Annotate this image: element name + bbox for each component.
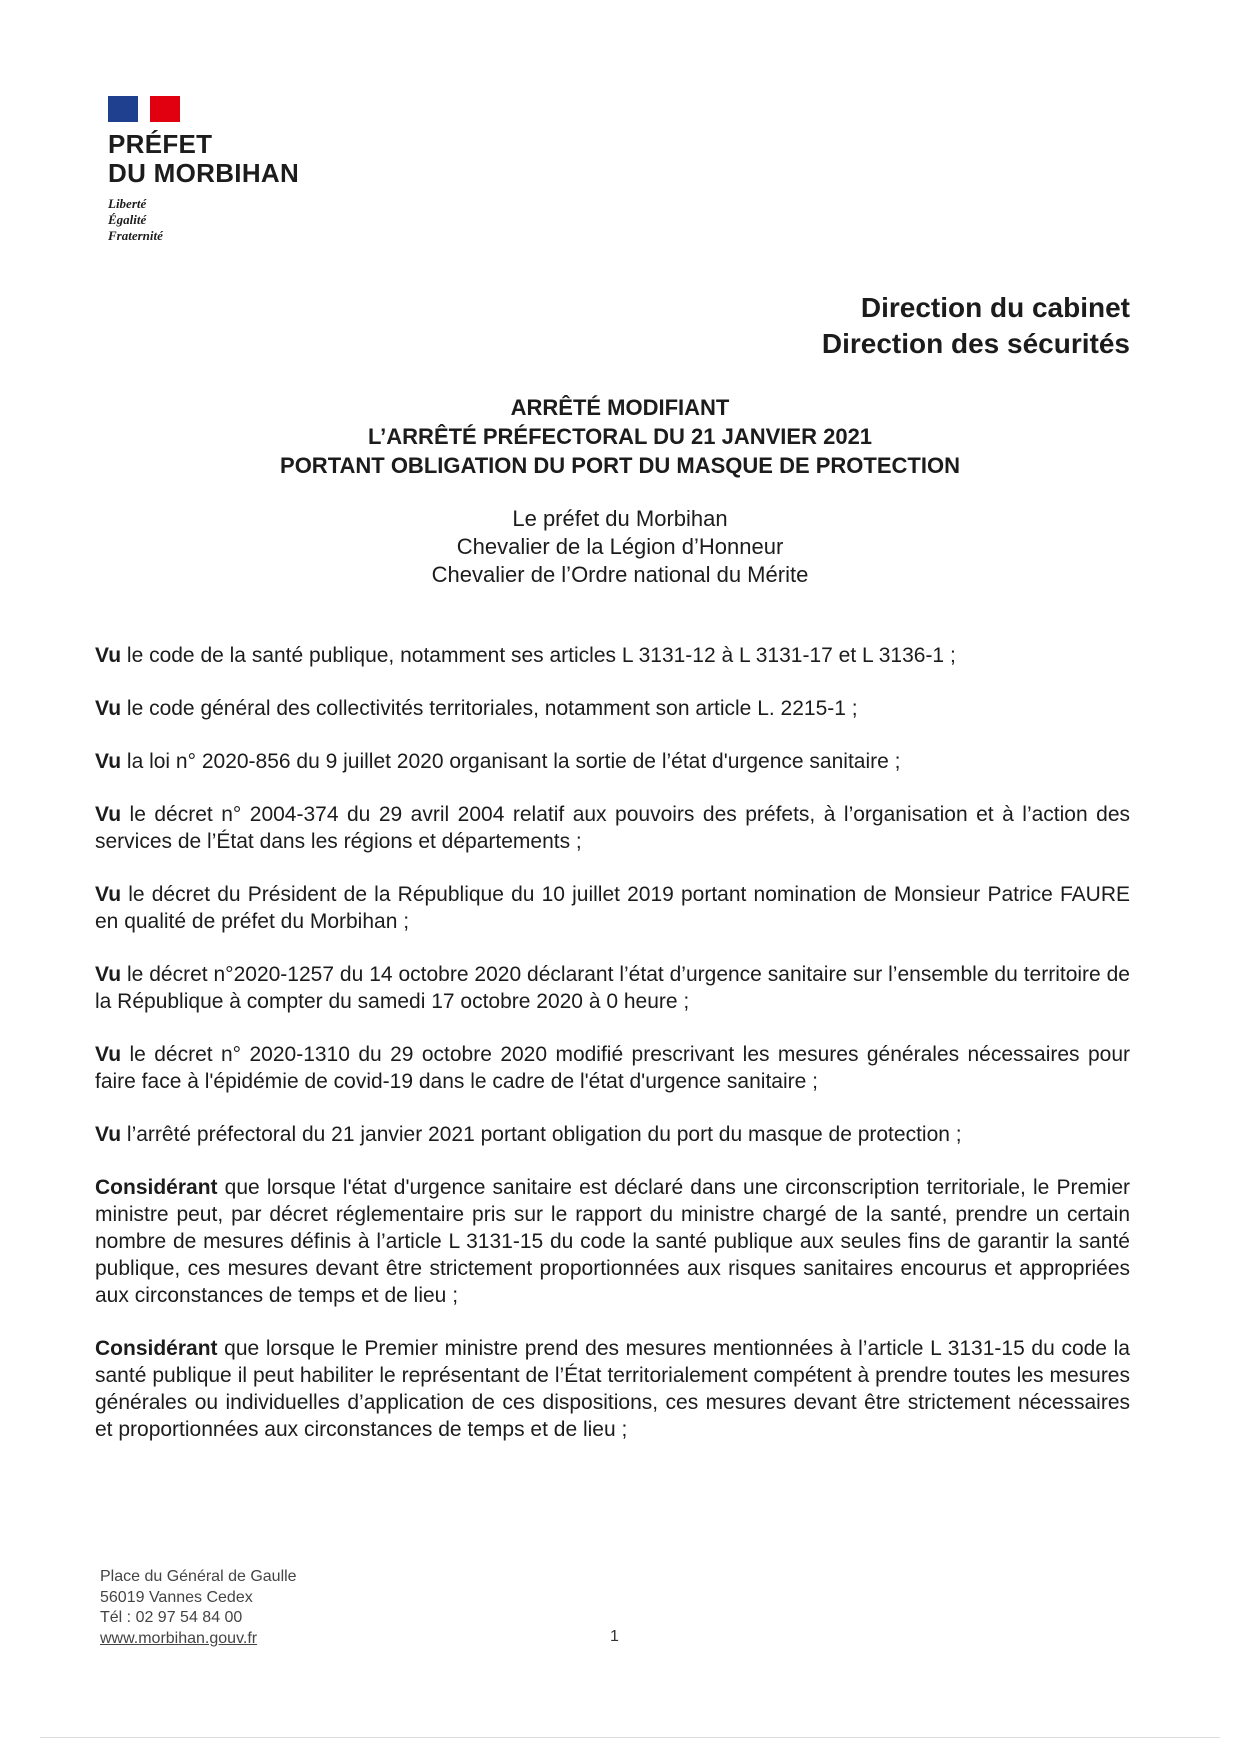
intro-line: Chevalier de l’Ordre national du Mérite	[431, 562, 809, 587]
document-body	[95, 642, 1130, 1469]
paragraph-text: le décret n°2020-1257 du 14 octobre 2020 déclarant l’état d’urgence sanitaire sur l’ensemble du territoire de la République à compter du samedi 17 octobre 2020 à 0 heure ;	[95, 963, 1130, 1013]
footer-address: Place du Général de Gaulle	[100, 1568, 297, 1585]
paragraph-text: le décret du Président de la République du 10 juillet 2019 portant nomination de Monsieur Patrice FAURE en qualité de préfet du Morbihan ;	[95, 883, 1130, 933]
footer-address-block	[100, 1567, 297, 1649]
prefet-title	[108, 130, 299, 188]
motto-line: Fraternité	[108, 228, 163, 243]
title-line: L’ARRÊTÉ PRÉFECTORAL DU 21 JANVIER 2021	[367, 424, 873, 449]
document-title	[0, 393, 1240, 480]
considerant-paragraph	[95, 1174, 1130, 1309]
title-line: ARRÊTÉ MODIFIANT	[510, 395, 730, 420]
paragraph-text: le décret n° 2020-1310 du 29 octobre 2020 modifié prescrivant les mesures générales nécessaires pour faire face à l'épidémie de covid-19 dans le cadre de l'état d'urgence sanitaire ;	[95, 1043, 1130, 1093]
visa-paragraph	[95, 642, 1130, 669]
paragraph-lead: Vu	[95, 963, 122, 986]
paragraph-text: le code de la santé publique, notamment ses articles L 3131-12 à L 3131-17 et L 3136-1 ;	[121, 644, 956, 667]
visa-paragraph	[95, 695, 1130, 722]
paragraph-text: que lorsque l'état d'urgence sanitaire est déclaré dans une circonscription territoriale, le Premier ministre peut, par décret réglementaire pris sur le rapport du ministre chargé de la santé, prendre un certain nombre de mesures définis à l’article L 3131-15 du code la santé publique aux seules fins de garantir la santé publique, ces mesures devant être strictement proportionnées aux risques sanitaires encourus et appropriées aux circonstances de temps et de lieu ;	[95, 1176, 1130, 1307]
direction-line: Direction du cabinet	[860, 292, 1130, 323]
footer-website-link[interactable]: www.morbihan.gouv.fr	[100, 1629, 258, 1647]
visa-paragraph	[95, 961, 1130, 1015]
page-number: 1	[610, 1628, 619, 1645]
motto-line: Égalité	[108, 212, 147, 227]
motto-line: Liberté	[108, 196, 147, 211]
paragraph-text: le code général des collectivités territoriales, notamment son article L. 2215-1 ;	[121, 697, 858, 720]
republic-motto	[108, 196, 299, 244]
paragraph-lead: Vu	[95, 883, 122, 906]
visa-paragraph	[95, 881, 1130, 935]
visa-paragraph	[95, 801, 1130, 855]
visa-paragraph	[95, 1121, 1130, 1148]
paragraph-lead: Considérant	[95, 1337, 218, 1360]
paragraph-text: l’arrêté préfectoral du 21 janvier 2021 portant obligation du port du masque de protection ;	[121, 1123, 962, 1146]
footer-phone: Tél : 02 97 54 84 00	[100, 1609, 243, 1626]
direction-line: Direction des sécurités	[821, 328, 1130, 359]
title-line: PORTANT OBLIGATION DU PORT DU MASQUE DE PROTECTION	[280, 453, 960, 478]
paragraph-text: le décret n° 2004-374 du 29 avril 2004 relatif aux pouvoirs des préfets, à l’organisation et à l’action des services de l’État dans les régions et départements ;	[95, 803, 1130, 853]
visa-paragraph	[95, 748, 1130, 775]
paragraph-lead: Vu	[95, 803, 122, 826]
prefet-line: PRÉFET	[108, 129, 213, 159]
paragraph-lead: Vu	[95, 644, 122, 667]
paragraph-lead: Vu	[95, 750, 122, 773]
intro-line: Le préfet du Morbihan	[512, 506, 728, 531]
paragraph-text: que lorsque le Premier ministre prend des mesures mentionnées à l’article L 3131-15 du code la santé publique il peut habiliter le représentant de l’État territorialement compétent à prendre toutes les mesures générales ou individuelles d’application de ces dispositions, ces mesures devant être strictement nécessaires et proportionnées aux circonstances de temps et de lieu ;	[95, 1337, 1130, 1441]
prefet-intro	[0, 505, 1240, 589]
paragraph-lead: Vu	[95, 1123, 122, 1146]
paragraph-lead: Vu	[95, 1043, 122, 1066]
paragraph-text: la loi n° 2020-856 du 9 juillet 2020 organisant la sortie de l’état d'urgence sanitaire ;	[121, 750, 901, 773]
paragraph-lead: Considérant	[95, 1176, 218, 1199]
prefet-line: DU MORBIHAN	[108, 158, 300, 188]
prefecture-logo	[108, 96, 299, 244]
issuing-direction	[822, 290, 1130, 362]
intro-line: Chevalier de la Légion d’Honneur	[456, 534, 784, 559]
visa-paragraph	[95, 1041, 1130, 1095]
page-edge-divider	[40, 1737, 1220, 1738]
tricolor-flag-icon	[108, 96, 180, 122]
paragraph-lead: Vu	[95, 697, 122, 720]
considerant-paragraph	[95, 1335, 1130, 1443]
footer-city: 56019 Vannes Cedex	[100, 1588, 253, 1606]
